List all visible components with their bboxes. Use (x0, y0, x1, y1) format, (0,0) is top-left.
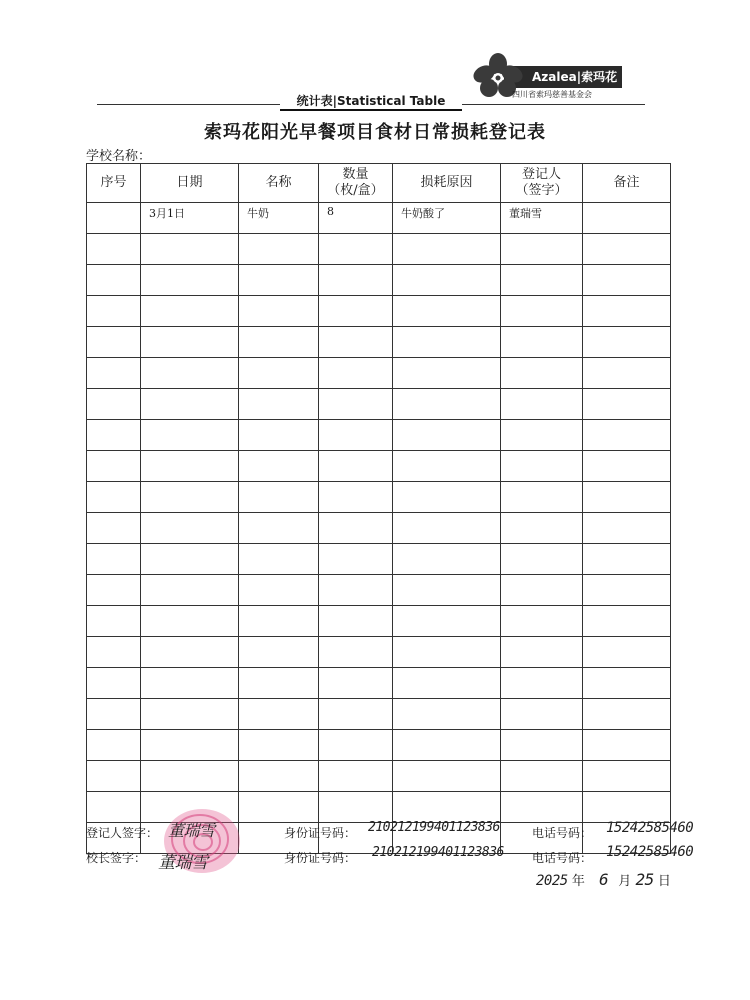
cell-index (87, 637, 141, 668)
cell-item (239, 482, 319, 513)
cell-date (141, 389, 239, 420)
cell-registrar (501, 420, 583, 451)
cell-quantity (319, 296, 393, 327)
id-number-value-1: 210212199401123836 (368, 820, 500, 835)
cell-notes (583, 265, 671, 296)
cell-item (239, 265, 319, 296)
cell-date (141, 544, 239, 575)
cell-reason (393, 451, 501, 482)
cell-quantity (319, 730, 393, 761)
cell-item (239, 575, 319, 606)
date-month: 6 (599, 870, 609, 889)
cell-reason (393, 265, 501, 296)
cell-quantity (319, 668, 393, 699)
cell-reason (393, 513, 501, 544)
cell-date (141, 668, 239, 699)
cell-notes (583, 296, 671, 327)
cell-reason (393, 575, 501, 606)
cell-notes (583, 358, 671, 389)
cell-quantity (319, 358, 393, 389)
cell-index (87, 234, 141, 265)
cell-notes (583, 761, 671, 792)
cell-reason (393, 606, 501, 637)
cell-quantity (319, 513, 393, 544)
cell-notes (583, 203, 671, 234)
cell-reason (393, 544, 501, 575)
header-tag: 统计表|Statistical Table (280, 91, 462, 111)
cell-registrar (501, 234, 583, 265)
cell-item (239, 513, 319, 544)
cell-index (87, 203, 141, 234)
table-row (87, 203, 671, 234)
cell-date: 3月1日 (141, 203, 239, 234)
table-header-row (87, 164, 671, 203)
cell-reason (393, 699, 501, 730)
cell-date (141, 482, 239, 513)
cell-quantity (319, 327, 393, 358)
cell-quantity (319, 544, 393, 575)
table-row (87, 575, 671, 606)
cell-index (87, 761, 141, 792)
cell-reason: 牛奶酸了 (393, 203, 501, 234)
cell-registrar (501, 327, 583, 358)
cell-index (87, 358, 141, 389)
cell-item (239, 761, 319, 792)
date-month-unit: 月 (618, 874, 632, 889)
page-title: 索玛花阳光早餐项目食材日常损耗登记表 (204, 122, 546, 143)
date-year-unit: 年 (571, 874, 585, 889)
cell-notes (583, 420, 671, 451)
table-row (87, 482, 671, 513)
cell-index (87, 668, 141, 699)
cell-registrar (501, 730, 583, 761)
cell-reason (393, 234, 501, 265)
cell-reason (393, 358, 501, 389)
cell-date (141, 327, 239, 358)
cell-index (87, 792, 141, 823)
table-row (87, 761, 671, 792)
phone-label-2: 电话号码： (532, 851, 593, 865)
loss-log-table (86, 163, 671, 854)
table-row (87, 451, 671, 482)
table-row (87, 265, 671, 296)
cell-date (141, 265, 239, 296)
cell-index (87, 296, 141, 327)
cell-notes (583, 451, 671, 482)
registrar-signature: 董瑞雪 (168, 821, 215, 840)
cell-notes (583, 575, 671, 606)
brand-divider: | (576, 70, 582, 84)
cell-registrar (501, 451, 583, 482)
cell-date (141, 730, 239, 761)
cell-registrar (501, 575, 583, 606)
cell-notes (583, 482, 671, 513)
table-row (87, 389, 671, 420)
cell-notes (583, 327, 671, 358)
cell-quantity (319, 699, 393, 730)
cell-item (239, 606, 319, 637)
brand-name-en: Azalea (532, 70, 577, 84)
cell-quantity (319, 451, 393, 482)
table-row (87, 296, 671, 327)
cell-notes (583, 389, 671, 420)
cell-reason (393, 730, 501, 761)
col-header-notes: 备注 (583, 164, 671, 203)
cell-date (141, 296, 239, 327)
cell-reason (393, 761, 501, 792)
cell-quantity (319, 761, 393, 792)
table-row (87, 544, 671, 575)
cell-notes (583, 792, 671, 823)
cell-notes (583, 730, 671, 761)
cell-quantity (319, 575, 393, 606)
foundation-name: 四川省索玛慈善基金会 (512, 90, 592, 99)
cell-quantity (319, 792, 393, 823)
cell-item (239, 358, 319, 389)
table-row (87, 234, 671, 265)
cell-registrar (501, 544, 583, 575)
cell-registrar (501, 606, 583, 637)
principal-signature: 董瑞雪 (158, 853, 208, 873)
cell-quantity (319, 265, 393, 296)
cell-registrar (501, 358, 583, 389)
cell-item (239, 389, 319, 420)
cell-index (87, 482, 141, 513)
cell-notes (583, 668, 671, 699)
date-day: 25 (635, 870, 654, 889)
cell-index (87, 575, 141, 606)
cell-index (87, 327, 141, 358)
cell-reason (393, 668, 501, 699)
cell-quantity: 8 (319, 203, 393, 234)
cell-registrar (501, 265, 583, 296)
cell-registrar: 董瑞雪 (501, 203, 583, 234)
cell-reason (393, 637, 501, 668)
cell-notes (583, 699, 671, 730)
cell-reason (393, 792, 501, 823)
cell-item (239, 296, 319, 327)
cell-quantity (319, 482, 393, 513)
cell-index (87, 730, 141, 761)
cell-reason (393, 327, 501, 358)
cell-notes (583, 234, 671, 265)
cell-reason (393, 389, 501, 420)
cell-item (239, 234, 319, 265)
cell-date (141, 761, 239, 792)
cell-reason (393, 482, 501, 513)
phone-value-2: 15242585460 (606, 844, 694, 860)
cell-registrar (501, 513, 583, 544)
cell-registrar (501, 482, 583, 513)
cell-registrar (501, 792, 583, 823)
cell-index (87, 699, 141, 730)
cell-item (239, 420, 319, 451)
id-number-value-2: 210212199401123836 (372, 845, 504, 860)
signing-date (536, 870, 671, 889)
cell-date (141, 420, 239, 451)
cell-item (239, 668, 319, 699)
cell-quantity (319, 389, 393, 420)
cell-index (87, 265, 141, 296)
table-row (87, 699, 671, 730)
cell-item: 牛奶 (239, 203, 319, 234)
cell-date (141, 699, 239, 730)
cell-reason (393, 296, 501, 327)
cell-item (239, 730, 319, 761)
cell-date (141, 606, 239, 637)
col-header-index: 序号 (87, 164, 141, 203)
cell-quantity (319, 606, 393, 637)
col-header-item: 名称 (239, 164, 319, 203)
date-year: 2025 (536, 873, 568, 889)
cell-item (239, 544, 319, 575)
phone-value-1: 15242585460 (606, 820, 694, 836)
cell-registrar (501, 637, 583, 668)
cell-notes (583, 544, 671, 575)
cell-quantity (319, 234, 393, 265)
table-row (87, 513, 671, 544)
cell-quantity (319, 420, 393, 451)
cell-item (239, 637, 319, 668)
col-header-reason: 损耗原因 (393, 164, 501, 203)
cell-registrar (501, 668, 583, 699)
cell-registrar (501, 761, 583, 792)
col-header-date: 日期 (141, 164, 239, 203)
cell-index (87, 544, 141, 575)
cell-notes (583, 637, 671, 668)
id-number-label-1: 身份证号码： (284, 826, 357, 840)
cell-date (141, 513, 239, 544)
col-header-registrar: 登记人 （签字） (501, 164, 583, 203)
registrar-sign-label: 登记人签字： (86, 826, 159, 840)
table-row (87, 730, 671, 761)
cell-item (239, 699, 319, 730)
id-number-label-2: 身份证号码： (284, 851, 357, 865)
phone-label-1: 电话号码： (532, 826, 593, 840)
cell-index (87, 451, 141, 482)
cell-registrar (501, 699, 583, 730)
school-name-label: 学校名称： (86, 149, 152, 164)
cell-registrar (501, 389, 583, 420)
date-day-unit: 日 (657, 874, 671, 889)
cell-quantity (319, 637, 393, 668)
table-row (87, 327, 671, 358)
cell-item (239, 451, 319, 482)
table-row (87, 637, 671, 668)
table-row (87, 358, 671, 389)
cell-index (87, 513, 141, 544)
cell-date (141, 575, 239, 606)
table-row (87, 668, 671, 699)
cell-notes (583, 606, 671, 637)
cell-index (87, 420, 141, 451)
principal-sign-label: 校长签字： (86, 851, 147, 865)
cell-item (239, 327, 319, 358)
cell-date (141, 451, 239, 482)
cell-index (87, 606, 141, 637)
cell-notes (583, 513, 671, 544)
brand-name-cn: 索玛花 (581, 70, 618, 84)
cell-registrar (501, 296, 583, 327)
cell-item (239, 792, 319, 823)
cell-reason (393, 420, 501, 451)
cell-date (141, 358, 239, 389)
cell-index (87, 389, 141, 420)
cell-date (141, 637, 239, 668)
table-row (87, 420, 671, 451)
col-header-quantity: 数量 （枚/盒） (319, 164, 393, 203)
table-row (87, 606, 671, 637)
cell-date (141, 234, 239, 265)
